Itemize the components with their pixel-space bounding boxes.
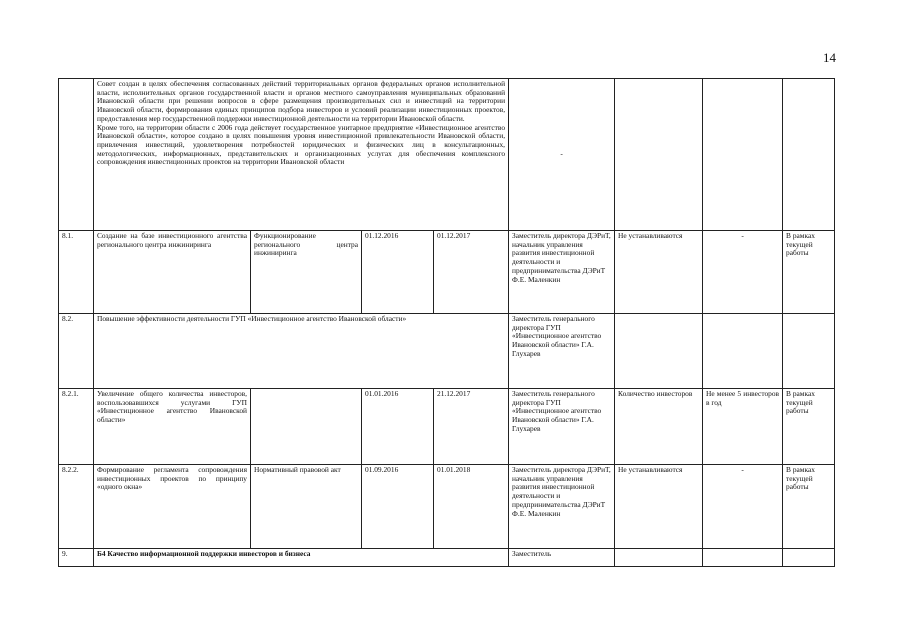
end-date: 01.01.2018 [434,465,509,549]
indicator-cell [615,549,703,567]
funding: В рамках текущей работы [783,231,835,314]
value-cell [703,314,783,389]
indicator-value: - [703,231,783,314]
measure-name: Увеличение общего количества инвесторов, воспользовавшихся услугами ГУП «Инвестиционное агентство Ивановской области» [94,389,251,465]
responsible-person: Заместитель генерального директора ГУП «Инвестиционное агентство Ивановской области» Г.А. Глухарев [509,314,615,389]
row-number: 8.2.1. [59,389,94,465]
measure-name: Б4 Качество информационной поддержки инвесторов и бизнеса [94,549,509,567]
expected-result: Нормативный правовой акт [251,465,362,549]
row-number-cell [59,79,94,231]
responsible-cell [509,79,615,231]
indicator-cell [615,79,703,231]
responsible-person: Заместитель директора ДЭРиТ, начальник управления развития инвестиционной деятельности и предпринимательства ДЭРиТ Ф.Е. Маленкин [509,231,615,314]
responsible-person: Заместитель генерального директора ГУП «Инвестиционное агентство Ивановской области» Г.А. Глухарев [509,389,615,465]
measure-name: Формирование регламента сопровождения инвестиционных проектов по принципу «одного окна» [94,465,251,549]
start-date: 01.12.2016 [362,231,434,314]
funding-cell [783,549,835,567]
description-paragraph: Совет создан в целях обеспечения согласованных действий территориальных органов федеральных органов исполнительной власти, исполнительных органов государственной власти и органов местного самоуправления муниципальных образований Ивановской области при решении вопросов в сфере размещения производительных сил и инвестиций на территории Ивановской области, формирования единых принципов подбора инвесторов и условий реализации инвестиционных проектов, предоставления мер государственной поддержки инвестиционной деятельности на территории Ивановской области. [97,79,506,123]
end-date: 01.12.2017 [434,231,509,314]
row-number: 9. [59,549,94,567]
table-row [59,231,835,314]
row-number: 8.2. [59,314,94,389]
value-cell [703,79,783,231]
responsible-person: Заместитель [509,549,615,567]
table-row [59,314,835,389]
description-cell [94,79,509,231]
table-row [59,389,835,465]
funding: В рамках текущей работы [783,465,835,549]
start-date: 01.09.2016 [362,465,434,549]
indicator-value: Не менее 5 инвесторов в год [703,389,783,465]
funding: В рамках текущей работы [783,389,835,465]
dash-mark: - [560,149,563,159]
table-row [59,549,835,567]
end-date: 21.12.2017 [434,389,509,465]
indicator-cell [615,314,703,389]
row-number: 8.2.2. [59,465,94,549]
measure-name: Создание на базе инвестиционного агентства регионального центра инжиниринга [94,231,251,314]
expected-result: Функционирование регионального центра инжиниринга [251,231,362,314]
row-number: 8.1. [59,231,94,314]
table-row [59,79,835,231]
indicator: Не устанавливаются [615,465,703,549]
indicator: Количество инвесторов [615,389,703,465]
indicator-value: - [703,465,783,549]
start-date: 01.01.2016 [362,389,434,465]
measure-name: Повышение эффективности деятельности ГУП «Инвестиционное агентство Ивановской области» [94,314,509,389]
value-cell [703,549,783,567]
measures-table [58,78,835,567]
indicator: Не устанавливаются [615,231,703,314]
responsible-person: Заместитель директора ДЭРиТ, начальник управления развития инвестиционной деятельности и предпринимательства ДЭРиТ Ф.Е. Маленкин [509,465,615,549]
description-paragraph: Кроме того, на территории области с 2006 года действует государственное унитарное предприятие «Инвестиционное агентство Ивановской области», которое создано в целях повышения уровня инвестиционной привлекательности Ивановской области, привлечения инвестиций, удовлетворения потребностей юридических и физических лиц в консультационных, методологических, информационных, представительских и организационных услугах для обеспечения комплексного сопровождения инвестиционных проектов на территории Ивановской области [97,122,506,167]
page-number: 14 [823,50,836,65]
funding-cell [783,79,835,231]
funding-cell [783,314,835,389]
table-row [59,465,835,549]
expected-result [251,389,362,465]
